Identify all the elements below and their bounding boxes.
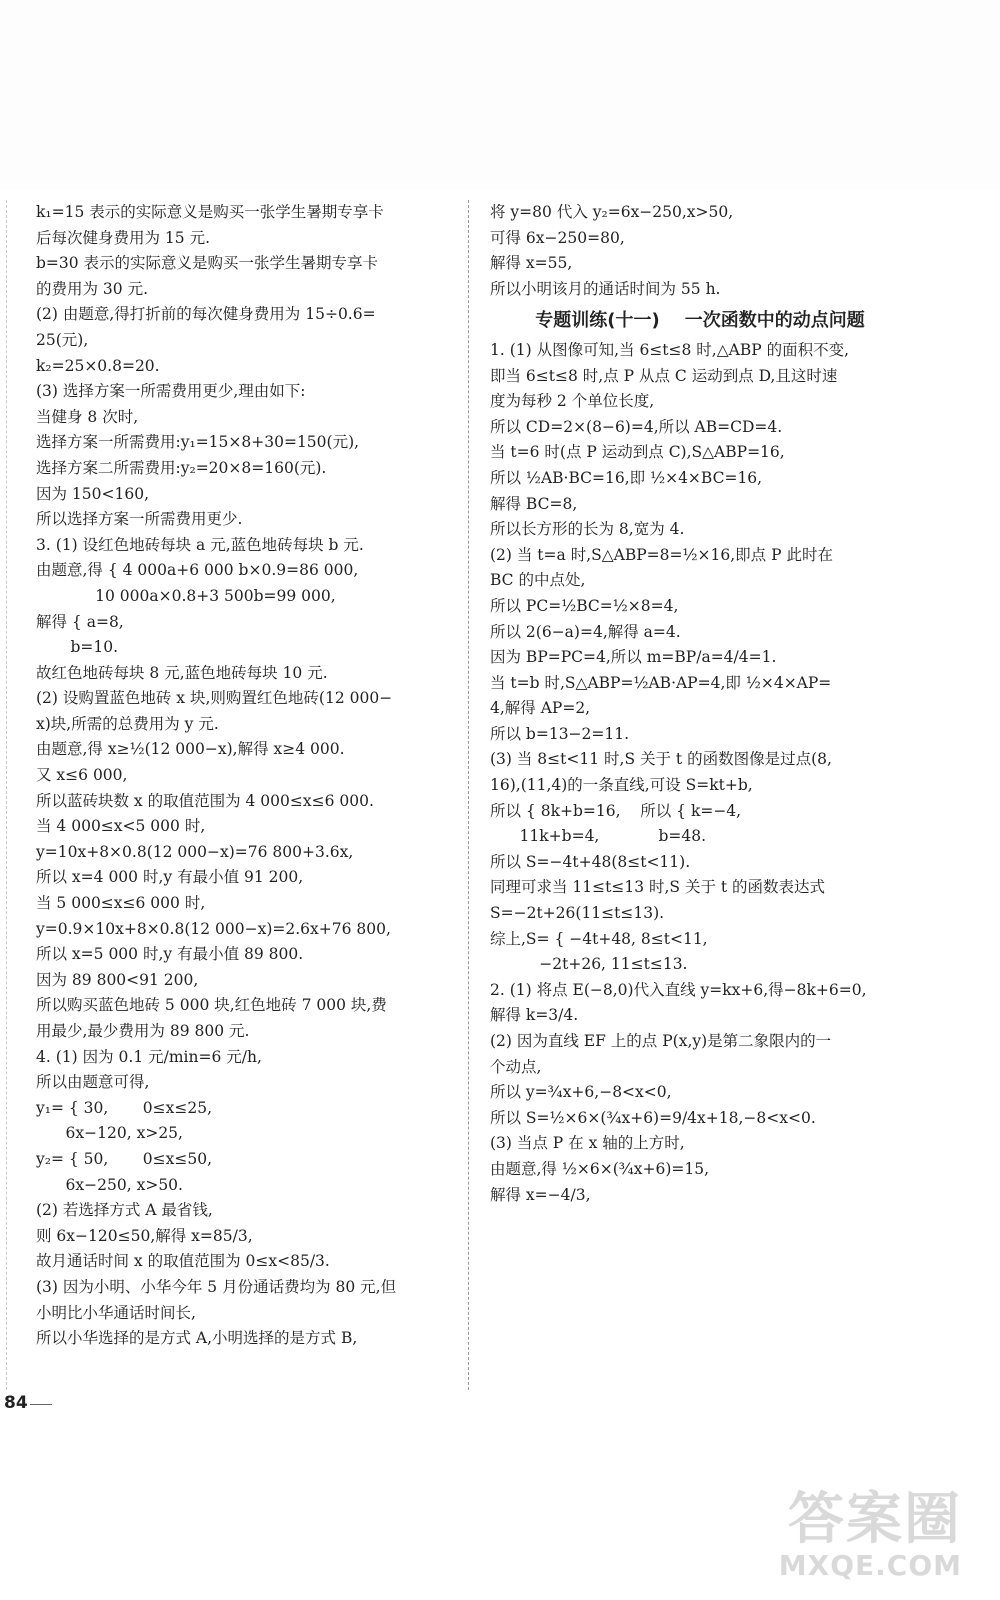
- text-line: 个动点,: [490, 1057, 542, 1076]
- text-line: (3) 因为小明、小华今年 5 月份通话费均为 80 元,但: [36, 1277, 397, 1296]
- section-heading: 专题训练(十一) 一次函数中的动点问题: [535, 310, 865, 332]
- text-line: 又 x≤6 000,: [36, 766, 128, 785]
- text-line: BC 的中点处,: [490, 571, 586, 590]
- text-line: 3. (1) 设红色地砖每块 a 元,蓝色地砖每块 b 元.: [36, 535, 364, 554]
- text-line: 综上,S= { −4t+48, 8≤t<11,: [490, 929, 708, 948]
- text-line: 的费用为 30 元.: [36, 279, 149, 298]
- text-line: 选择方案一所需费用:y₁=15×8+30=150(元),: [36, 433, 360, 452]
- text-line: 所以 x=4 000 时,y 有最小值 91 200,: [36, 868, 304, 887]
- text-line: 解得 k=3/4.: [490, 1006, 579, 1025]
- text-line: 后每次健身费用为 15 元.: [36, 228, 211, 247]
- text-line: 解得 x=−4/3,: [490, 1185, 591, 1204]
- text-line: 所以 { 8k+b=16, 所以 { k=−4,: [490, 801, 742, 820]
- text-line: (2) 设购置蓝色地砖 x 块,则购置红色地砖(12 000−: [36, 689, 393, 708]
- text-line: 度为每秒 2 个单位长度,: [490, 392, 655, 411]
- text-line: 所以小华选择的是方式 A,小明选择的是方式 B,: [36, 1329, 358, 1348]
- text-line: 10 000a×0.8+3 500b=99 000,: [36, 586, 336, 605]
- text-line: 所以 x=5 000 时,y 有最小值 89 800.: [36, 945, 304, 964]
- blank-page-header: [0, 0, 1000, 190]
- text-line: 所以由题意可得,: [36, 1073, 150, 1092]
- text-line: (2) 由题意,得打折前的每次健身费用为 15÷0.6=: [36, 305, 376, 324]
- watermark-logo-text: 答案圈: [788, 1487, 962, 1552]
- binding-edge-line: [6, 200, 7, 1390]
- page-number-rule: [30, 1404, 52, 1405]
- text-line: 解得 BC=8,: [490, 494, 578, 513]
- left-column: [36, 200, 456, 1352]
- text-line: 所以 PC=½BC=½×8=4,: [490, 596, 679, 615]
- text-line: y=0.9×10x+8×0.8(12 000−x)=2.6x+76 800,: [36, 919, 391, 938]
- text-line: 16),(11,4)的一条直线,可设 S=kt+b,: [490, 776, 753, 795]
- text-line: 2. (1) 将点 E(−8,0)代入直线 y=kx+6,得−8k+6=0,: [490, 980, 867, 999]
- watermark: [779, 1475, 962, 1582]
- text-line: 所以选择方案一所需费用更少.: [36, 510, 243, 529]
- text-line: 由题意,得 { 4 000a+6 000 b×0.9=86 000,: [36, 561, 359, 580]
- text-line: y=10x+8×0.8(12 000−x)=76 800+3.6x,: [36, 842, 354, 861]
- text-line: 所以 b=13−2=11.: [490, 724, 630, 743]
- text-line: 可得 6x−250=80,: [490, 228, 625, 247]
- text-line: 将 y=80 代入 y₂=6x−250,x>50,: [490, 203, 734, 221]
- text-line: (2) 若选择方式 A 最省钱,: [36, 1201, 213, 1220]
- text-line: 解得 { a=8,: [36, 612, 124, 631]
- page-number: 84: [4, 1393, 28, 1413]
- text-line: 4,解得 AP=2,: [490, 699, 591, 718]
- text-line: x)块,所需的总费用为 y 元.: [36, 714, 219, 733]
- text-line: 所以 S=½×6×(¾x+6)=9/4x+18,−8<x<0.: [490, 1108, 816, 1127]
- text-line: 25(元),: [36, 330, 89, 349]
- text-line: 4. (1) 因为 0.1 元/min=6 元/h,: [36, 1047, 262, 1066]
- text-line: 即当 6≤t≤8 时,点 P 从点 C 运动到点 D,且这时速: [490, 366, 838, 385]
- text-line: 所以购买蓝色地砖 5 000 块,红色地砖 7 000 块,费: [36, 996, 387, 1015]
- text-line: 6x−250, x>50.: [36, 1175, 183, 1194]
- text-line: S=−2t+26(11≤t≤13).: [490, 904, 665, 923]
- text-line: b=30 表示的实际意义是购买一张学生暑期专享卡: [36, 254, 379, 273]
- text-line: (3) 当 8≤t<11 时,S 关于 t 的函数图像是过点(8,: [490, 750, 832, 769]
- text-line: 当 4 000≤x<5 000 时,: [36, 817, 206, 836]
- text-line: 11k+b=4, b=48.: [490, 827, 707, 846]
- text-line: 选择方案二所需费用:y₂=20×8=160(元).: [36, 458, 327, 477]
- right-column: [490, 200, 910, 1208]
- text-line: 因为 BP=PC=4,所以 m=BP/a=4/4=1.: [490, 648, 777, 667]
- text-line: 所以小明该月的通话时间为 55 h.: [490, 279, 721, 298]
- text-line: 解得 x=55,: [490, 254, 573, 273]
- text-line: y₂= { 50, 0≤x≤50,: [36, 1149, 213, 1168]
- text-line: 因为 89 800<91 200,: [36, 970, 199, 989]
- text-line: k₂=25×0.8=20.: [36, 356, 160, 375]
- column-divider: [468, 200, 469, 1390]
- text-line: (3) 选择方案一所需费用更少,理由如下:: [36, 382, 306, 401]
- text-line: 故红色地砖每块 8 元,蓝色地砖每块 10 元.: [36, 663, 328, 682]
- text-line: (2) 当 t=a 时,S△ABP=8=½×16,即点 P 此时在: [490, 545, 833, 564]
- text-line: 当 t=6 时(点 P 运动到点 C),S△ABP=16,: [490, 443, 785, 462]
- text-line: 当 5 000≤x≤6 000 时,: [36, 894, 206, 913]
- text-line: 6x−120, x>25,: [36, 1124, 183, 1143]
- text-line: 因为 150<160,: [36, 484, 150, 503]
- text-line: 当健身 8 次时,: [36, 407, 139, 426]
- text-line: 由题意,得 x≥½(12 000−x),解得 x≥4 000.: [36, 740, 345, 759]
- text-line: 所以 2(6−a)=4,解得 a=4.: [490, 622, 681, 641]
- text-line: k₁=15 表示的实际意义是购买一张学生暑期专享卡: [36, 203, 384, 221]
- text-line: −2t+26, 11≤t≤13.: [490, 955, 688, 974]
- text-line: (2) 因为直线 EF 上的点 P(x,y)是第二象限内的一: [490, 1032, 832, 1050]
- text-line: 所以长方形的长为 8,宽为 4.: [490, 520, 685, 539]
- watermark-site-text: MXQE.COM: [778, 1549, 962, 1582]
- text-line: 所以 S=−4t+48(8≤t<11).: [490, 852, 691, 871]
- text-line: 当 t=b 时,S△ABP=½AB·AP=4,即 ½×4×AP=: [490, 673, 832, 692]
- text-line: (3) 当点 P 在 x 轴的上方时,: [490, 1134, 685, 1153]
- text-line: 所以 ½AB·BC=16,即 ½×4×BC=16,: [490, 468, 763, 487]
- text-line: 则 6x−120≤50,解得 x=85/3,: [36, 1226, 253, 1245]
- text-line: 由题意,得 ½×6×(¾x+6)=15,: [490, 1159, 710, 1178]
- text-line: 用最少,最少费用为 89 800 元.: [36, 1022, 250, 1040]
- text-line: 所以 y=¾x+6,−8<x<0,: [490, 1083, 672, 1102]
- text-line: y₁= { 30, 0≤x≤25,: [36, 1098, 213, 1117]
- text-line: 所以蓝砖块数 x 的取值范围为 4 000≤x≤6 000.: [36, 791, 374, 810]
- text-line: 所以 CD=2×(8−6)=4,所以 AB=CD=4.: [490, 417, 783, 436]
- text-line: 小明比小华通话时间长,: [36, 1303, 196, 1322]
- text-line: b=10.: [36, 638, 119, 657]
- text-line: 1. (1) 从图像可知,当 6≤t≤8 时,△ABP 的面积不变,: [490, 340, 850, 359]
- text-line: 同理可求当 11≤t≤13 时,S 关于 t 的函数表达式: [490, 878, 826, 897]
- text-line: 故月通话时间 x 的取值范围为 0≤x<85/3.: [36, 1252, 330, 1271]
